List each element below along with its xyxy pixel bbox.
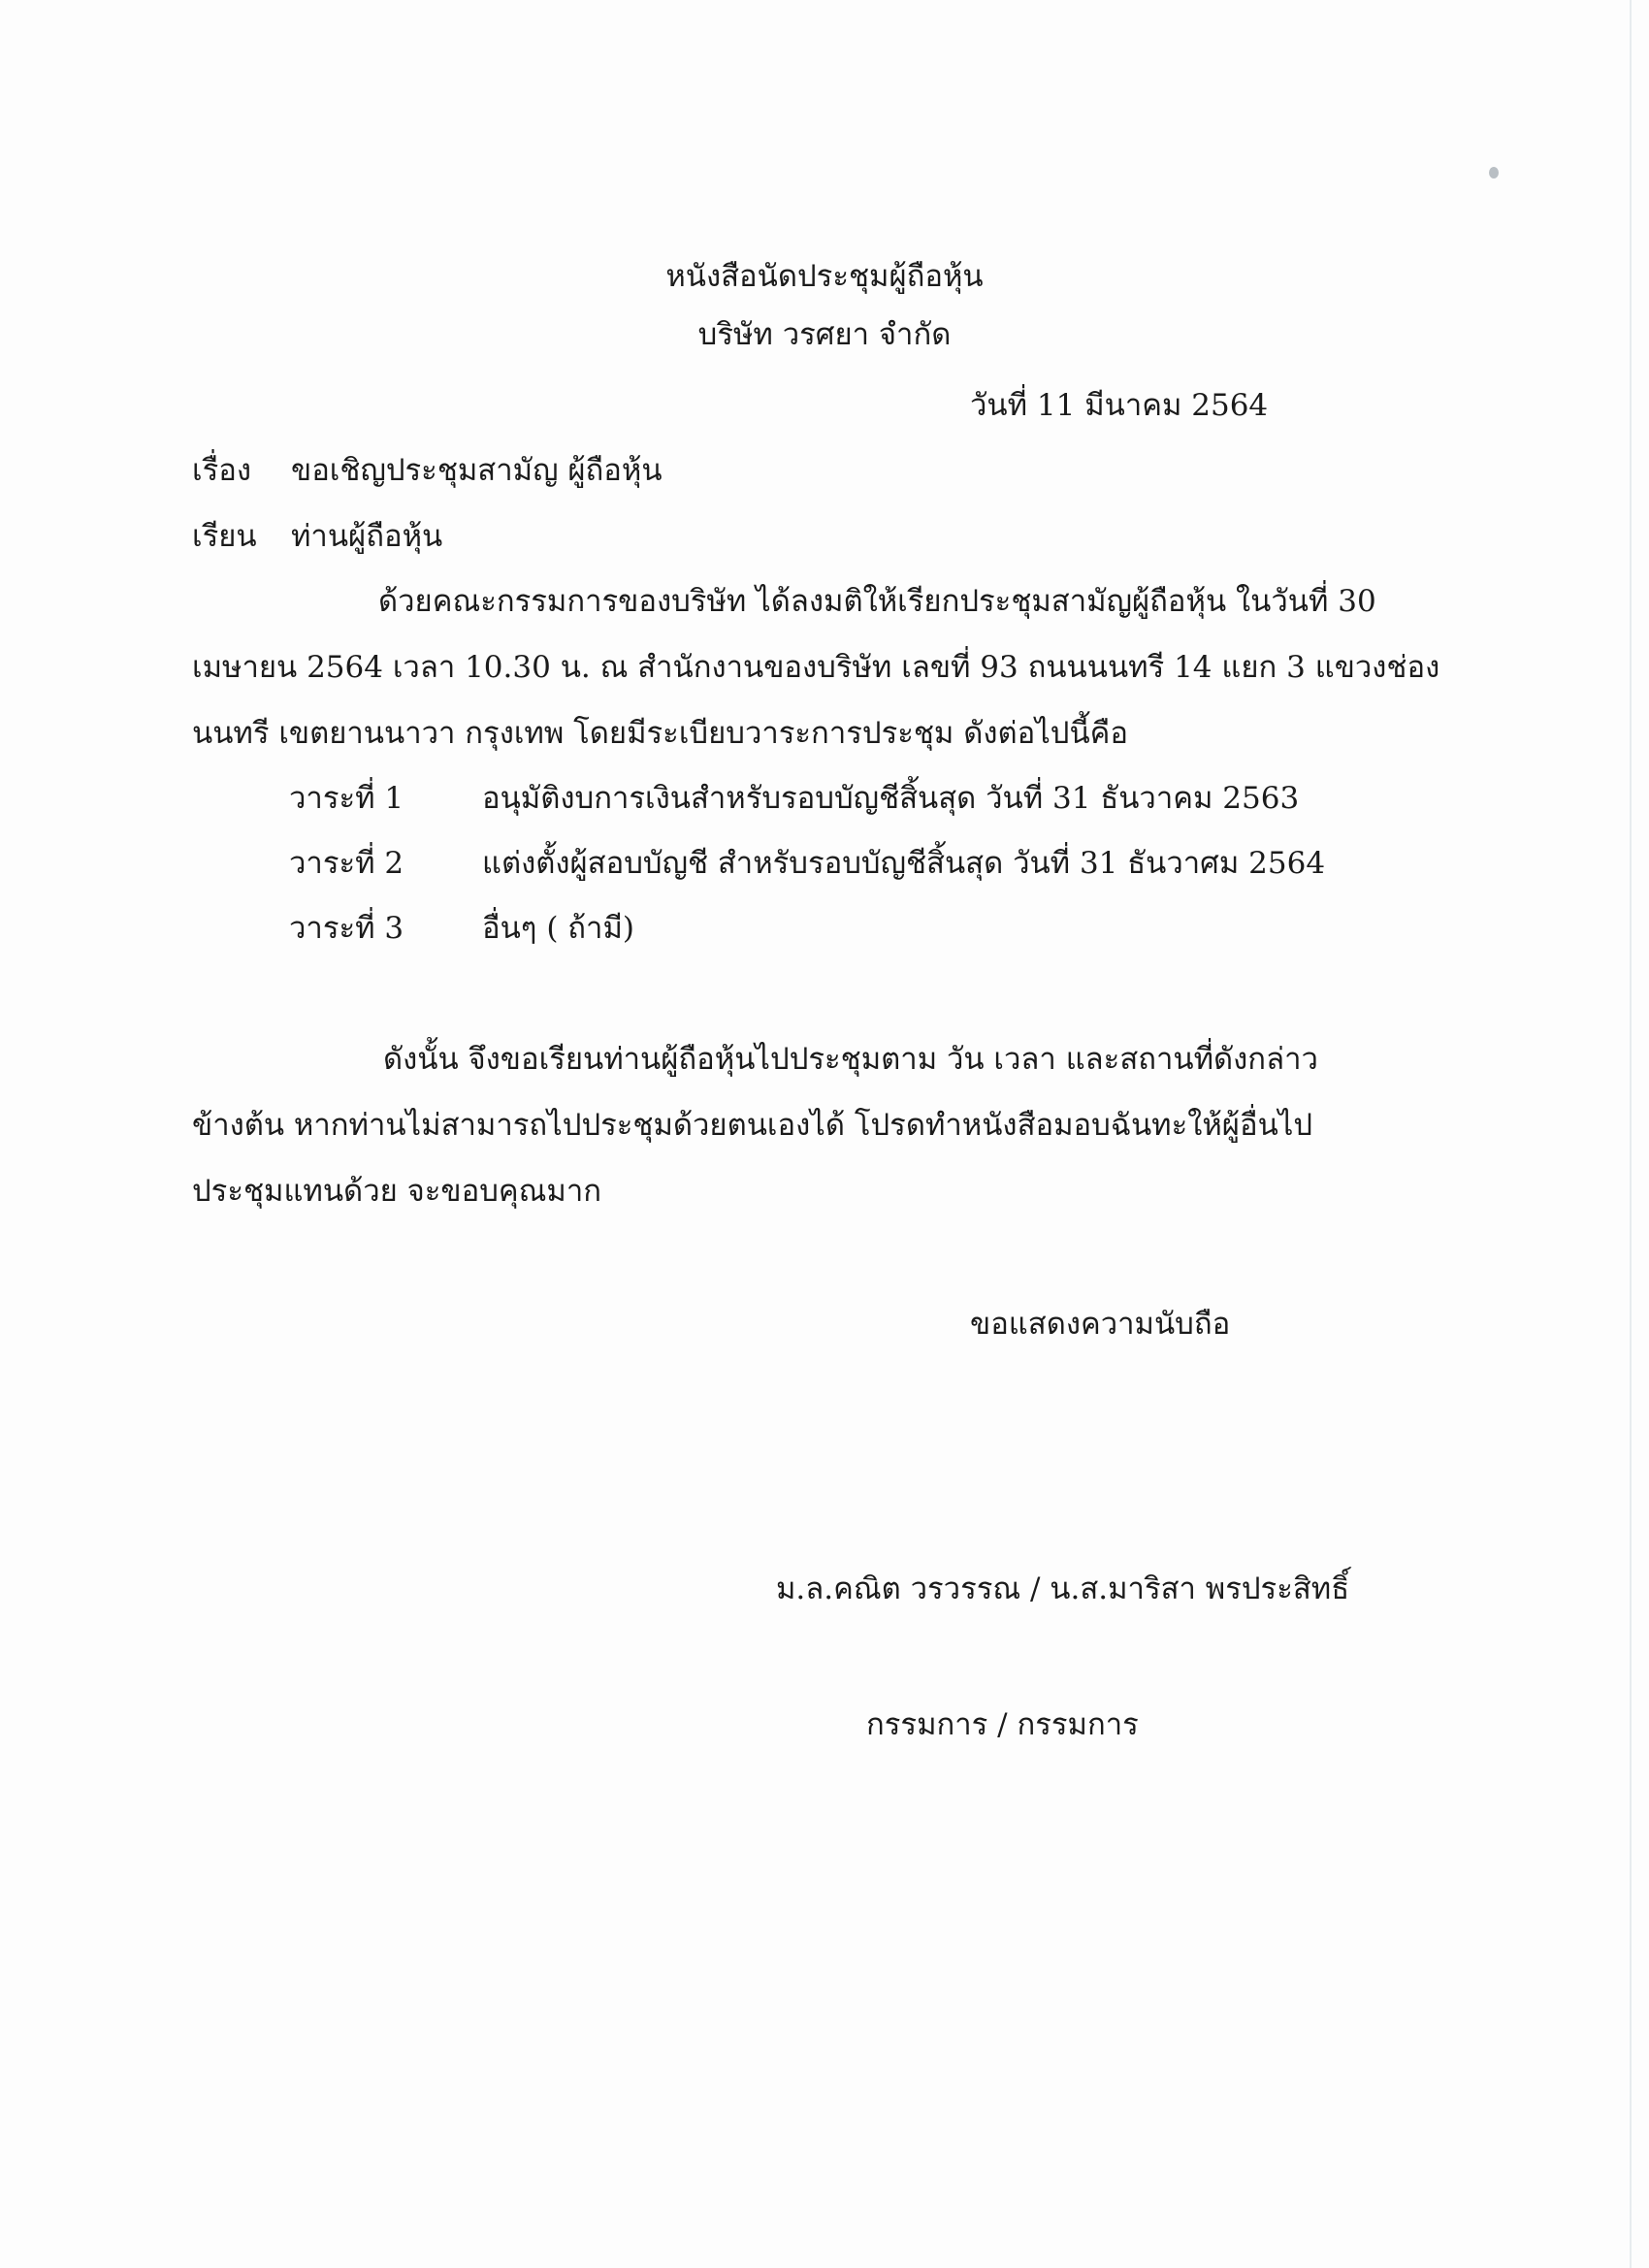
signatory-positions: กรรมการ / กรรมการ: [866, 1707, 1139, 1742]
subject-text: ขอเชิญประชุมสามัญ ผู้ถือหุ้น: [291, 453, 663, 488]
body-line: ด้วยคณะกรรมการของบริษัท ได้ลงมติให้เรียกประชุมสามัญผู้ถือหุ้น ในวันที่ 30: [378, 584, 1376, 619]
agenda-label: วาระที่ 2: [289, 846, 404, 881]
company-name: บริษัท วรศยา จำกัด: [697, 317, 952, 352]
agenda-text: อื่นๆ ( ถ้ามี): [482, 911, 634, 946]
regards: ขอแสดงความนับถือ: [970, 1307, 1231, 1342]
closing-line: ข้างต้น หากท่านไม่สามารถไปประชุมด้วยตนเองได้ โปรดทำหนังสือมอบฉันทะให้ผู้อื่นไป: [192, 1108, 1313, 1143]
body-line: นนทรี เขตยานนาวา กรุงเทพ โดยมีระเบียบวาระการประชุม ดังต่อไปนี้คือ: [192, 716, 1129, 751]
letter-date: วันที่ 11 มีนาคม 2564: [970, 388, 1269, 423]
agenda-text: แต่งตั้งผู้สอบบัญชี สำหรับรอบบัญชีสิ้นสุด วันที่ 31 ธันวาศม 2564: [482, 846, 1326, 881]
subject-label: เรื่อง: [192, 453, 252, 488]
agenda-text: อนุมัติงบการเงินสำหรับรอบบัญชีสิ้นสุด วันที่ 31 ธันวาคม 2563: [482, 781, 1300, 816]
agenda-label: วาระที่ 1: [289, 781, 404, 816]
agenda-label: วาระที่ 3: [289, 911, 404, 946]
to-label: เรียน: [192, 519, 257, 554]
letter-title: หนังสือนัดประชุมผู้ถือหุ้น: [665, 259, 984, 294]
paper-speck: [1489, 167, 1499, 178]
signatories: ม.ล.คณิต วรวรรณ / น.ส.มาริสา พรประสิทธิ์: [776, 1571, 1350, 1606]
closing-line: ดังนั้น จึงขอเรียนท่านผู้ถือหุ้นไปประชุมตาม วัน เวลา และสถานที่ดังกล่าว: [383, 1042, 1318, 1077]
to-text: ท่านผู้ถือหุ้น: [291, 519, 443, 554]
closing-line: ประชุมแทนด้วย จะขอบคุณมาก: [192, 1174, 602, 1209]
body-line: เมษายน 2564 เวลา 10.30 น. ณ สำนักงานของบริษัท เลขที่ 93 ถนนนนทรี 14 แยก 3 แขวงช่อง: [192, 650, 1440, 685]
